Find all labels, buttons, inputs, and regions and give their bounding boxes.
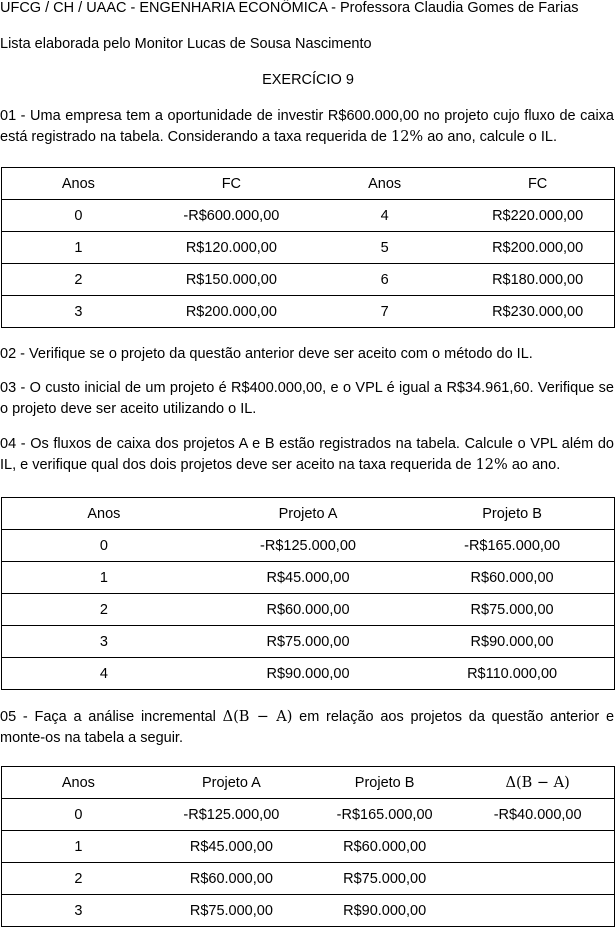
table-cell: 2 (2, 863, 155, 895)
table-cell: 3 (2, 626, 206, 658)
column-header: Projeto B (410, 498, 614, 530)
header-institution: UFCG / CH / UAAC - ENGENHARIA ECONÔMICA - Professora Claudia Gomes de Farias (0, 0, 579, 16)
table-cell: -R$125.000,00 (206, 530, 410, 562)
table-header-row (2, 767, 615, 799)
column-header: FC (461, 168, 614, 200)
table-cell: R$60.000,00 (410, 562, 614, 594)
table-row (2, 895, 615, 927)
question-2: 02 - Verifique se o projeto da questão anterior deve ser aceito com o método do IL. (0, 346, 533, 362)
question-5-text-a: 05 - Faça a análise incremental (0, 709, 223, 725)
table-cell: 6 (308, 264, 461, 296)
question-1-rate: 12% (390, 129, 424, 145)
table-cell: 4 (308, 200, 461, 232)
table-cell: R$90.000,00 (410, 626, 614, 658)
table-row (2, 200, 615, 232)
column-header: Projeto A (206, 498, 410, 530)
table-cell: R$110.000,00 (410, 658, 614, 690)
table-row (2, 863, 615, 895)
table-row (2, 296, 615, 328)
table-cell: R$75.000,00 (410, 594, 614, 626)
question-1 (0, 106, 614, 148)
table-cell: 3 (2, 895, 155, 927)
table-cell: R$90.000,00 (308, 895, 461, 927)
column-header: FC (155, 168, 308, 200)
table-cell: R$230.000,00 (461, 296, 614, 328)
table-cell: R$150.000,00 (155, 264, 308, 296)
table-cell: R$45.000,00 (206, 562, 410, 594)
header-author: Lista elaborada pelo Monitor Lucas de Sousa Nascimento (0, 36, 372, 52)
column-header-delta: Δ(B − A) (461, 767, 614, 799)
question-1-text-b: ao ano, calcule o IL. (423, 129, 558, 145)
table-cell: R$45.000,00 (155, 831, 308, 863)
table-cell: -R$40.000,00 (461, 799, 614, 831)
table-row (2, 562, 615, 594)
table-cell: R$200.000,00 (461, 232, 614, 264)
question-3: 03 - O custo inicial de um projeto é R$400.000,00, e o VPL é igual a R$34.961,60. Verifique se o projeto deve ser aceito utilizando o IL. (0, 380, 614, 417)
incremental-analysis-table (1, 766, 615, 927)
table-cell: -R$165.000,00 (308, 799, 461, 831)
table-row (2, 594, 615, 626)
question-5-text-b: em relação aos projetos da questão anterior e monte-os na tabela a seguir. (0, 709, 615, 746)
table-row (2, 799, 615, 831)
column-header: Anos (2, 767, 155, 799)
table-row (2, 658, 615, 690)
table-row (2, 232, 615, 264)
column-header: Projeto B (308, 767, 461, 799)
table-cell: R$75.000,00 (206, 626, 410, 658)
table-cell: R$60.000,00 (308, 831, 461, 863)
table-row (2, 264, 615, 296)
column-header: Projeto A (155, 767, 308, 799)
table-cell: 0 (2, 530, 206, 562)
table-cell: 0 (2, 200, 155, 232)
projects-table (1, 497, 615, 690)
table-cell: 7 (308, 296, 461, 328)
table-cell: 1 (2, 831, 155, 863)
question-4-rate: 12% (475, 457, 508, 473)
table-cell: -R$165.000,00 (410, 530, 614, 562)
table-cell (461, 863, 614, 895)
table-cell (461, 831, 614, 863)
question-5 (0, 707, 614, 749)
table-cell: R$220.000,00 (461, 200, 614, 232)
question-4-text-b: ao ano. (507, 457, 561, 473)
question-4 (0, 434, 614, 476)
table-header-row (2, 168, 615, 200)
table-cell: -R$125.000,00 (155, 799, 308, 831)
table-cell: R$90.000,00 (206, 658, 410, 690)
table-header-row (2, 498, 615, 530)
table-cell: R$180.000,00 (461, 264, 614, 296)
table-cell: R$75.000,00 (155, 895, 308, 927)
question-1-text-a: 01 - Uma empresa tem a oportunidade de investir R$600.000,00 no projeto cujo fluxo de caixa está registrado na tabela. Considerando a taxa requerida de (0, 108, 614, 145)
table-cell: R$120.000,00 (155, 232, 308, 264)
column-header: Anos (2, 168, 155, 200)
table-cell: 4 (2, 658, 206, 690)
table-cell: R$60.000,00 (206, 594, 410, 626)
table-row (2, 530, 615, 562)
question-5-delta: Δ(B − A) (222, 709, 293, 725)
table-cell: 5 (308, 232, 461, 264)
question-4-text-a: 04 - Os fluxos de caixa dos projetos A e B estão registrados na tabela. Calcule o VPL além do IL, e verifique qual dos dois projetos deve ser aceito na taxa requerida de (0, 436, 614, 473)
table-cell: R$200.000,00 (155, 296, 308, 328)
table-row (2, 626, 615, 658)
table-cell: 2 (2, 264, 155, 296)
table-cell: -R$600.000,00 (155, 200, 308, 232)
table-row (2, 831, 615, 863)
table-cell: 2 (2, 594, 206, 626)
table-cell: R$60.000,00 (155, 863, 308, 895)
table-cell: 0 (2, 799, 155, 831)
column-header: Anos (2, 498, 206, 530)
table-cell (461, 895, 614, 927)
cash-flow-table (1, 167, 615, 328)
page-title: EXERCÍCIO 9 (262, 72, 354, 88)
table-cell: 1 (2, 232, 155, 264)
column-header: Anos (308, 168, 461, 200)
table-cell: 1 (2, 562, 206, 594)
table-cell: R$75.000,00 (308, 863, 461, 895)
table-cell: 3 (2, 296, 155, 328)
